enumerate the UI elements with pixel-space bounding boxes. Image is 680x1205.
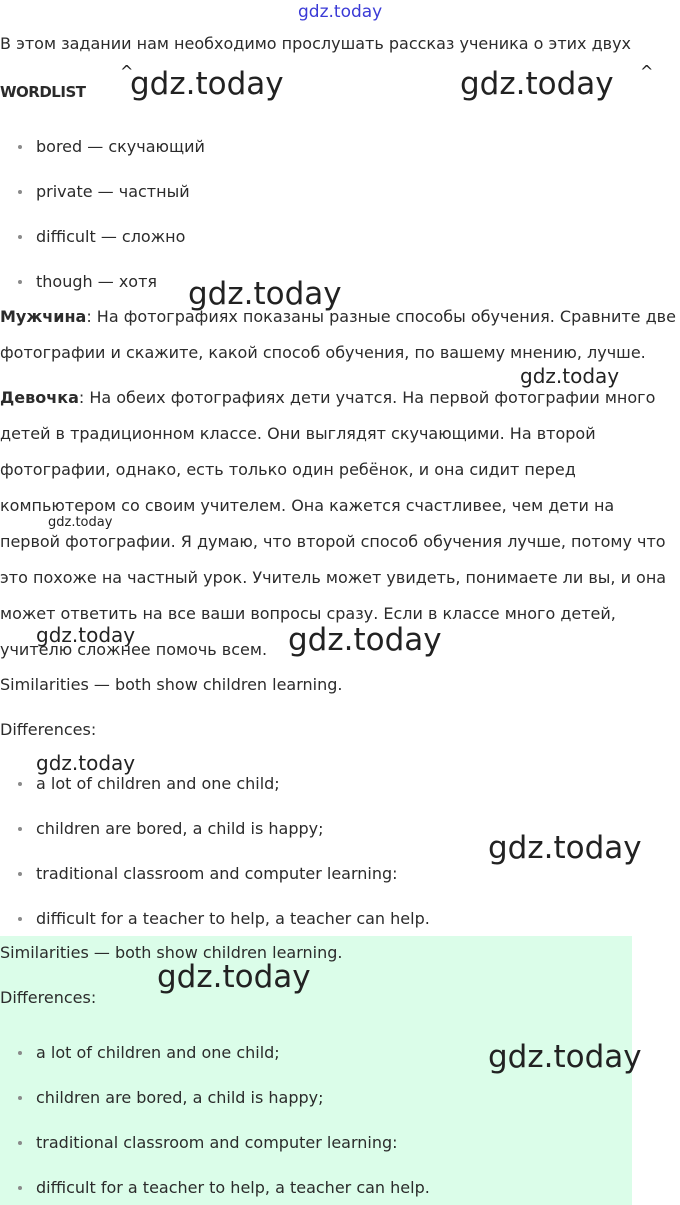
bullet-icon: [18, 145, 22, 149]
bullet-icon: [18, 872, 22, 876]
girl-line-cont: первой фотографии. Я думаю, что второй способ обучения лучше, потому что: [0, 532, 666, 551]
watermark: gdz.today: [36, 623, 136, 647]
speaker-man: Мужчина: [0, 307, 87, 326]
watermark: gdz.today: [130, 66, 284, 102]
watermark: gdz.today: [288, 622, 442, 658]
bullet-icon: [18, 827, 22, 831]
watermark: gdz.today: [488, 1039, 642, 1075]
bullet-icon: [18, 235, 22, 239]
watermark: gdz.today: [48, 515, 113, 530]
intro-text: В этом задании нам необходимо прослушать рассказ ученика о этих двух: [0, 34, 632, 53]
watermark: gdz.today: [460, 66, 614, 102]
similarities-text: Similarities — both show children learning.: [0, 675, 343, 694]
bullet-icon: [18, 1096, 22, 1100]
wordlist-heading: WORDLIST: [0, 83, 86, 101]
girl-line-cont: учителю сложнее помочь всем.: [0, 640, 268, 659]
highlighted-differences-heading: Differences:: [0, 988, 97, 1007]
girl-line-cont: компьютером со своим учителем. Она кажется счастливее, чем дети на: [0, 496, 615, 515]
watermark: gdz.today: [298, 2, 383, 22]
watermark: gdz.today: [157, 959, 311, 995]
bullet-icon: [18, 1186, 22, 1190]
man-line-cont: фотографии и скажите, какой способ обучения, по вашему мнению, лучше.: [0, 343, 646, 362]
watermark: gdz.today: [188, 276, 342, 312]
bullet-icon: [18, 280, 22, 284]
girl-line-cont: детей в традиционном классе. Они выглядят скучающими. На второй: [0, 424, 596, 443]
bullet-icon: [18, 1051, 22, 1055]
speaker-girl: Девочка: [0, 388, 79, 407]
bullet-icon: [18, 1141, 22, 1145]
caret-mark: ^: [120, 62, 134, 81]
girl-line-cont: фотографии, однако, есть только один ребёнок, и она сидит перед: [0, 460, 576, 479]
bullet-icon: [18, 190, 22, 194]
girl-line: Девочка: На обеих фотографиях дети учатся. На первой фотографии много: [0, 388, 656, 407]
watermark: gdz.today: [36, 751, 136, 775]
watermark: gdz.today: [520, 364, 620, 388]
highlighted-similarities-text: Similarities — both show children learning.: [0, 943, 343, 962]
differences-heading: Differences:: [0, 720, 97, 739]
girl-line-cont: может ответить на все ваши вопросы сразу. Если в классе много детей,: [0, 604, 616, 623]
girl-line-cont: это похоже на частный урок. Учитель может увидеть, понимаете ли вы, и она: [0, 568, 667, 587]
bullet-icon: [18, 782, 22, 786]
man-line: Мужчина: На фотографиях показаны разные способы обучения. Сравните две: [0, 307, 676, 326]
watermark: gdz.today: [488, 830, 642, 866]
caret-mark: ^: [640, 62, 654, 81]
bullet-icon: [18, 917, 22, 921]
